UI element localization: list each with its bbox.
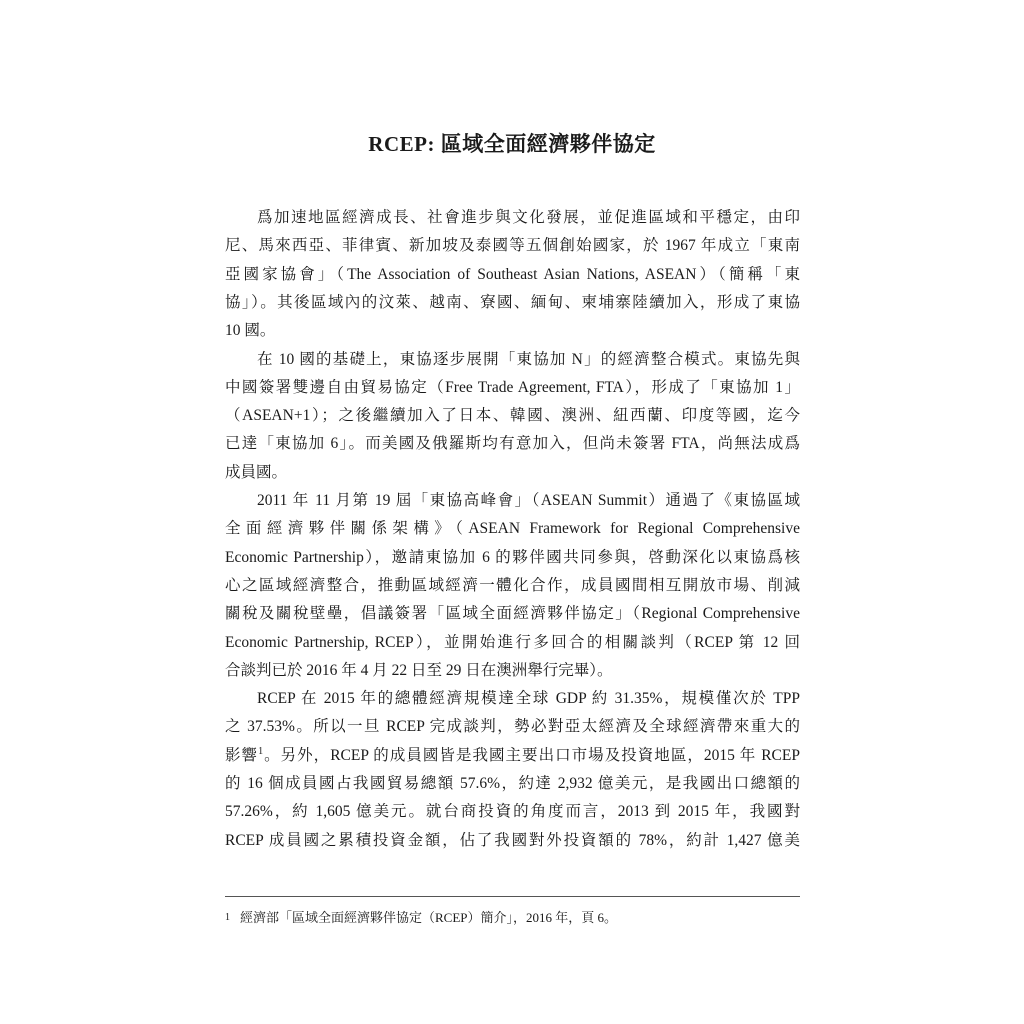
text-line	[225, 829, 800, 853]
line-text: 。另外，RCEP 的成員國皆是我國主要出口市場及投資地區，2015 年 RCEP	[263, 746, 800, 764]
text-line	[257, 348, 800, 372]
text-line	[225, 432, 800, 456]
text-line	[225, 234, 800, 258]
text-line	[225, 602, 800, 626]
line-text: 之 37.53%。所以一旦 RCEP 完成談判，勢必對亞太經濟及全球經濟帶來重大的	[225, 718, 800, 736]
line-text: 爲加速地區經濟成長、社會進步與文化發展，並促進區域和平穩定，由印	[257, 209, 800, 226]
text-line	[257, 206, 800, 230]
line-text: 已達「東協加 6」。而美國及俄羅斯均有意加入，但尚未簽署 FTA，尚無法成爲	[225, 435, 800, 453]
line-text: 合談判已於 2016 年 4 月 22 日至 29 日在澳洲舉行完畢）。	[225, 661, 613, 679]
line-text: （ASEAN+1）；之後繼續加入了日本、韓國、澳洲、紐西蘭、印度等國，迄今	[225, 407, 800, 425]
footnote-ref[interactable]: 1	[258, 745, 264, 757]
text-line	[225, 631, 800, 655]
text-line	[225, 800, 800, 824]
text-line	[225, 546, 800, 570]
text-line	[225, 659, 800, 683]
text-line	[225, 461, 800, 485]
line-text: Economic Partnership, RCEP），並開始進行多回合的相關談判（RCEP 第 12 回	[225, 633, 800, 651]
text-line	[225, 263, 800, 287]
text-line	[257, 489, 800, 513]
line-text: 2011 年 11 月第 19 屆「東協高峰會」（ASEAN Summit）通過了《東協區域	[257, 492, 800, 509]
text-line	[225, 404, 800, 428]
text-line	[225, 319, 800, 343]
footnote	[225, 908, 617, 928]
line-text: 在 10 國的基礎上，東協逐步展開「東協加 N」的經濟整合模式。東協先與	[257, 350, 800, 368]
text-line	[225, 574, 800, 598]
line-text: RCEP 在 2015 年的總體經濟規模達全球 GDP 約 31.35%，規模僅次於 TPP	[257, 690, 800, 708]
line-text: 心之區域經濟整合，推動區域經濟一體化合作，成員國間相互開放市場、削減	[225, 576, 800, 594]
line-text: 全面經濟夥伴關係架構》（ASEAN Framework for Regional Comprehensive	[225, 520, 800, 538]
page-title: RCEP: 區域全面經濟夥伴協定	[368, 132, 656, 156]
text-line	[225, 744, 800, 768]
line-text: 10 國。	[225, 322, 276, 340]
text-line	[257, 687, 800, 711]
line-text: 關稅及關稅壁壘，倡議簽署「區域全面經濟夥伴協定」（Regional Comprehensive	[225, 605, 800, 623]
footnote-number: 1	[225, 912, 230, 923]
line-text: RCEP 成員國之累積投資金額，佔了我國對外投資額的 78%，約計 1,427 億美	[225, 831, 800, 849]
text-line	[225, 715, 800, 739]
footnote-divider	[225, 896, 800, 897]
line-text: 57.26%，約 1,605 億美元。就台商投資的角度而言，2013 到 2015 年，我國對	[225, 803, 800, 821]
line-text: 中國簽署雙邊自由貿易協定（Free Trade Agreement, FTA），形成了「東協加 1」	[225, 378, 800, 396]
text-line	[225, 291, 800, 315]
line-text: 的 16 個成員國占我國貿易總額 57.6%，約達 2,932 億美元，是我國出口總額的	[225, 775, 800, 792]
text-line	[225, 517, 800, 541]
line-text: 影響	[225, 746, 259, 764]
line-text: 尼、馬來西亞、菲律賓、新加坡及泰國等五個創始國家，於 1967 年成立「東南	[225, 237, 800, 255]
line-text: 亞國家協會」（The Association of Southeast Asian Nations, ASEAN）（簡稱「東	[225, 265, 800, 283]
line-text: 成員國。	[225, 463, 288, 481]
footnote-text: 經濟部「區域全面經濟夥伴協定（RCEP）簡介」，2016 年，頁 6。	[240, 910, 618, 925]
text-line	[225, 376, 800, 400]
line-text: 協」）。其後區域內的汶萊、越南、寮國、緬甸、柬埔寨陸續加入，形成了東協	[225, 293, 800, 311]
text-line	[225, 772, 800, 796]
line-text: Economic Partnership），邀請東協加 6 的夥伴國共同參與，啓動深化以東協爲核	[225, 548, 800, 566]
